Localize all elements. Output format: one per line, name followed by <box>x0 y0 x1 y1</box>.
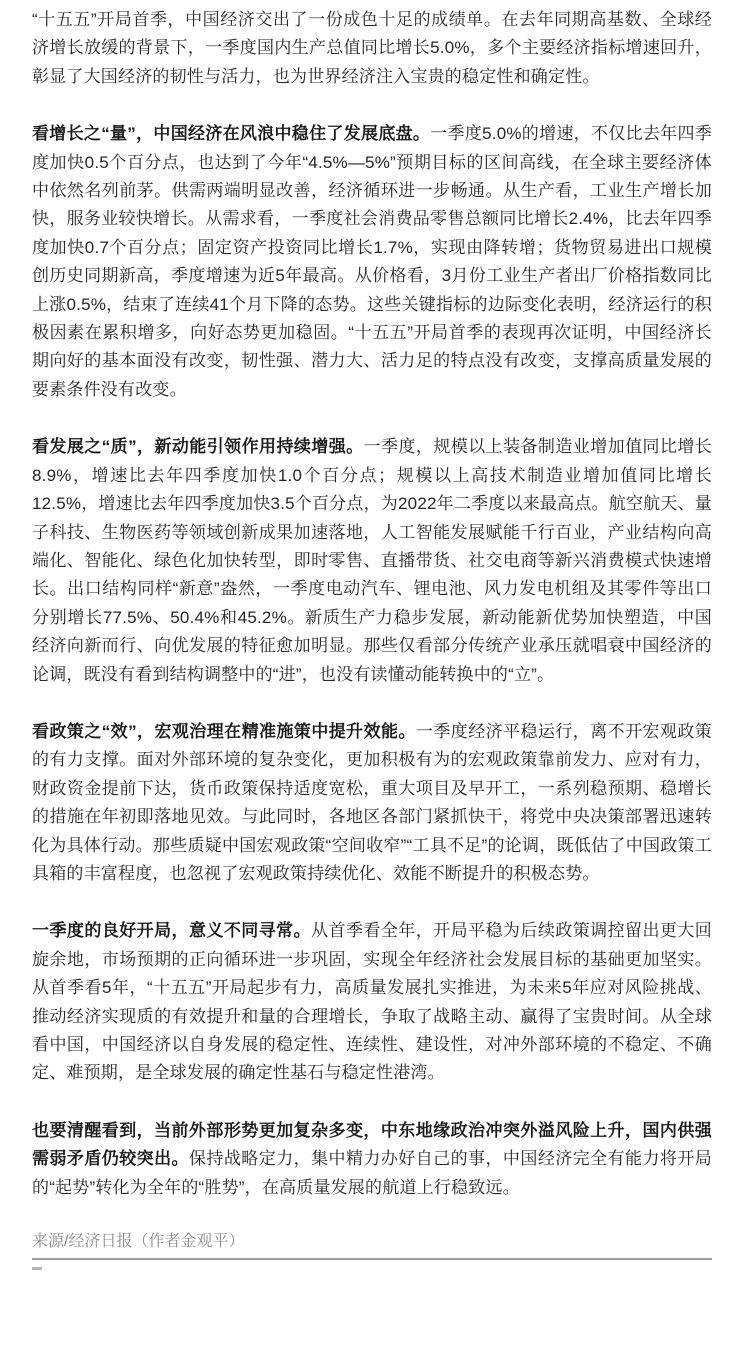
paragraph-lead: 也要清醒看到，当前外部形势更加复杂多变，中东地缘政治冲突外溢风险上升，国内供强需弱矛盾仍较突出。 <box>32 1120 712 1169</box>
paragraph-outlook <box>32 1117 712 1202</box>
paragraph-lead: 看政策之“效”，宏观治理在精准施策中提升效能。 <box>32 721 416 741</box>
paragraph-text: 一季度5.0%的增速，不仅比去年四季度加快0.5个百分点，也达到了今年“4.5%—5%”预期目标的区间高线，在全球主要经济体中依然名列前茅。供需两端明显改善，经济循环进一步畅通。从生产看，工业生产增长加快，服务业较快增长。从需求看，一季度社会消费品零售总额同比增长2.4%，比去年四季度加快0.7个百分点；固定资产投资同比增长1.7%，实现由降转增；货物贸易进出口规模创历史同期新高，季度增速为近5年最高。从价格看，3月份工业生产者出厂价格指数同比上涨0.5%，结束了连续41个月下降的态势。这些关键指标的边际变化表明，经济运行的积极因素在累积增多，向好态势更加稳固。“十五五”开局首季的表现再次证明，中国经济长期向好的基本面没有改变，韧性强、潜力大、活力足的特点没有改变，支撑高质量发展的要素条件没有改变。 <box>32 124 712 399</box>
paragraph-lead: 看增长之“量”，中国经济在风浪中稳住了发展底盘。 <box>32 124 431 144</box>
paragraph-significance <box>32 917 712 1087</box>
cutoff-content-mark <box>32 1267 42 1270</box>
paragraph-text: 从首季看全年，开局平稳为后续政策调控留出更大回旋余地，市场预期的正向循环进一步巩固，实现全年经济社会发展目标的基础更加坚实。从首季看5年，“十五五”开局起步有力，高质量发展扎实推进，为未来5年应对风险挑战、推动经济实现质的有效提升和量的合理增长，争取了战略主动、赢得了宝贵时间。从全球看中国，中国经济以自身发展的稳定性、连续性、建设性，对冲外部环境的不稳定、不确定、难预期，是全球发展的确定性基石与稳定性港湾。 <box>32 921 712 1083</box>
paragraph-text: 一季度经济平稳运行，离不开宏观政策的有力支撑。面对外部环境的复杂变化，更加积极有为的宏观政策靠前发力、应对有力，财政资金提前下达，货币政策保持适度宽松，重大项目及早开工，一系列稳预期、稳增长的措施在年初即落地见效。与此同时，各地区各部门紧抓快干，将党中央决策部署迅速转化为具体行动。那些质疑中国宏观政策“空间收窄”“工具不足”的论调，既低估了中国政策工具箱的丰富程度，也忽视了宏观政策持续优化、效能不断提升的积极态势。 <box>32 721 712 883</box>
paragraph-lead: 一季度的良好开局，意义不同寻常。 <box>32 921 312 941</box>
paragraph-lead: 看发展之“质”，新动能引领作用持续增强。 <box>32 437 364 457</box>
paragraph-text: 一季度，规模以上装备制造业增加值同比增长8.9%，增速比去年四季度加快1.0个百分点；规模以上高技术制造业增加值同比增长12.5%，增速比去年四季度加快3.5个百分点，为2022年二季度以来最高点。航空航天、量子科技、生物医药等领域创新成果加速落地，人工智能发展赋能千行百业，产业结构向高端化、智能化、绿色化加快转型，即时零售、直播带货、社交电商等新兴消费模式快速增长。出口结构同样“新意”盎然，一季度电动汽车、锂电池、风力发电机组及其零件等出口分别增长77.5%、50.4%和45.2%。新质生产力稳步发展，新动能新优势加快塑造，中国经济向新而行、向优发展的特征愈加明显。那些仅看部分传统产业承压就唱衰中国经济的论调，既没有看到结构调整中的“进”，也没有读懂动能转换中的“立”。 <box>32 437 713 684</box>
paragraph-text: “十五五”开局首季，中国经济交出了一份成色十足的成绩单。在去年同期高基数、全球经济增长放缓的背景下，一季度国内生产总值同比增长5.0%，多个主要经济指标增速回升，彰显了大国经济的韧性与活力，也为世界经济注入宝贵的稳定性和确定性。 <box>32 10 712 86</box>
footer-divider <box>32 1258 712 1260</box>
paragraph-intro <box>32 6 712 91</box>
paragraph-quality <box>32 433 712 689</box>
paragraph-growth <box>32 120 712 404</box>
paragraph-policy <box>32 718 712 888</box>
paragraph-text: 保持战略定力，集中精力办好自己的事，中国经济完全有能力将开局的“起势”转化为全年的“胜势”，在高质量发展的航道上行稳致远。 <box>32 1149 712 1197</box>
source-credit: 来源/经济日报（作者金观平） <box>32 1233 245 1251</box>
article-footer <box>0 1231 744 1270</box>
